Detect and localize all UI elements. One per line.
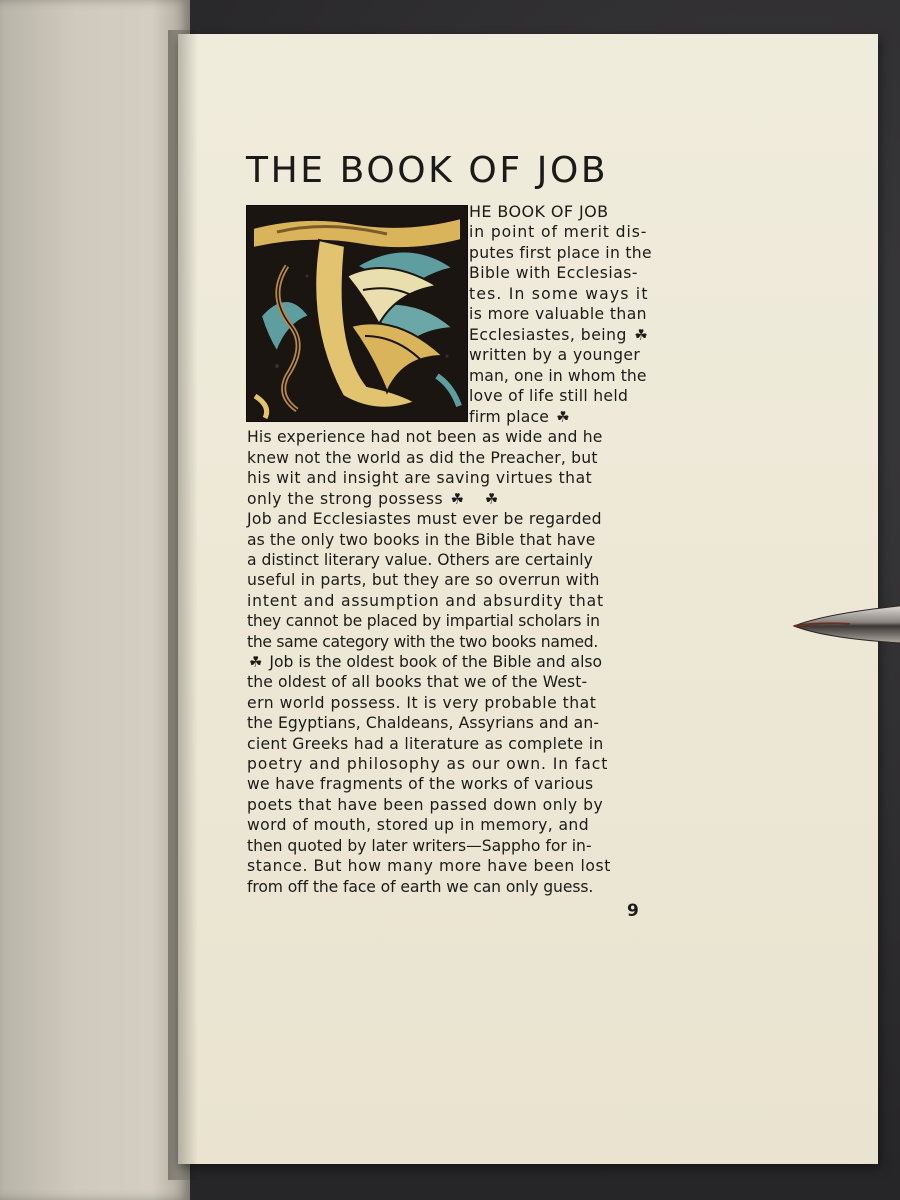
- dropcap-line-7: [469, 325, 650, 345]
- gutter-shadow: [168, 30, 198, 1180]
- illuminated-initial-t: [246, 205, 468, 422]
- body-line-13: the oldest of all books that we of the West-: [247, 673, 588, 691]
- body-line-7: a distinct literary value. Others are certainly: [247, 551, 593, 569]
- dropcap-line-10: love of life still held: [469, 387, 629, 405]
- dropcap-line-6: is more valuable than: [469, 305, 647, 323]
- body-line-19: poets that have been passed down only by: [247, 796, 604, 814]
- dropcap-line-11-text: firm place: [469, 408, 550, 426]
- dropcap-line-2: in point of merit dis-: [469, 223, 648, 241]
- dropcap-line-7-text: Ecclesiastes, being: [469, 326, 627, 344]
- dropcap-line-1: HE BOOK OF JOB: [469, 202, 609, 221]
- body-line-10: they cannot be placed by impartial scholars in: [247, 612, 600, 630]
- body-line-14: ern world possess. It is very probable that: [247, 694, 597, 712]
- body-line-6: as the only two books in the Bible that have: [247, 531, 596, 549]
- page-number: 9: [627, 901, 639, 921]
- body-line-23: from off the face of earth we can only guess.: [247, 878, 594, 896]
- body-line-8: useful in parts, but they are so overrun with: [247, 571, 600, 589]
- body-line-17: poetry and philosophy as our own. In fact: [247, 755, 609, 773]
- decorated-t-icon: [247, 206, 467, 421]
- body-line-5: Job and Ecclesiastes must ever be regarded: [247, 510, 602, 528]
- left-page: [0, 0, 190, 1200]
- dropcap-line-3: putes first place in the: [469, 244, 652, 262]
- body-line-16: cient Greeks had a literature as complete in: [247, 735, 604, 753]
- body-line-12: [247, 652, 602, 672]
- body-line-4: [247, 489, 501, 509]
- body-line-9: intent and assumption and absurdity that: [247, 592, 604, 610]
- body-line-15: the Egyptians, Chaldeans, Assyrians and an-: [247, 714, 600, 732]
- body-line-2: knew not the world as did the Preacher, but: [247, 449, 598, 467]
- body-line-3: his wit and insight are saving virtues that: [247, 469, 593, 487]
- shamrock-ornament-icon: ☘: [484, 490, 499, 508]
- dropcap-line-11: [469, 407, 572, 427]
- pen-pointer-icon: [790, 596, 900, 654]
- body-line-18: we have fragments of the works of various: [247, 775, 594, 793]
- body-line-20: word of mouth, stored up in memory, and: [247, 816, 590, 834]
- dropcap-line-4: Bible with Ecclesias-: [469, 264, 639, 282]
- dropcap-line-5: tes. In some ways it: [469, 285, 649, 303]
- body-line-21: then quoted by later writers—Sappho for in-: [247, 837, 592, 855]
- body-line-22: stance. But how many more have been lost: [247, 857, 611, 875]
- page-title: THE BOOK OF JOB: [246, 150, 609, 191]
- body-line-11: the same category with the two books named.: [247, 633, 599, 651]
- dropcap-line-8: written by a younger: [469, 346, 641, 364]
- shamrock-ornament-icon: ☘: [556, 408, 570, 426]
- body-line-1: His experience had not been as wide and he: [247, 428, 603, 446]
- shamrock-ornament-icon: ☘: [249, 653, 263, 671]
- body-line-4-text: only the strong possess: [247, 490, 444, 508]
- body-line-12-text: Job is the oldest book of the Bible and also: [269, 653, 603, 671]
- shamrock-ornament-icon: ☘: [450, 490, 465, 508]
- dropcap-line-9: man, one in whom the: [469, 367, 647, 385]
- shamrock-ornament-icon: ☘: [634, 326, 649, 344]
